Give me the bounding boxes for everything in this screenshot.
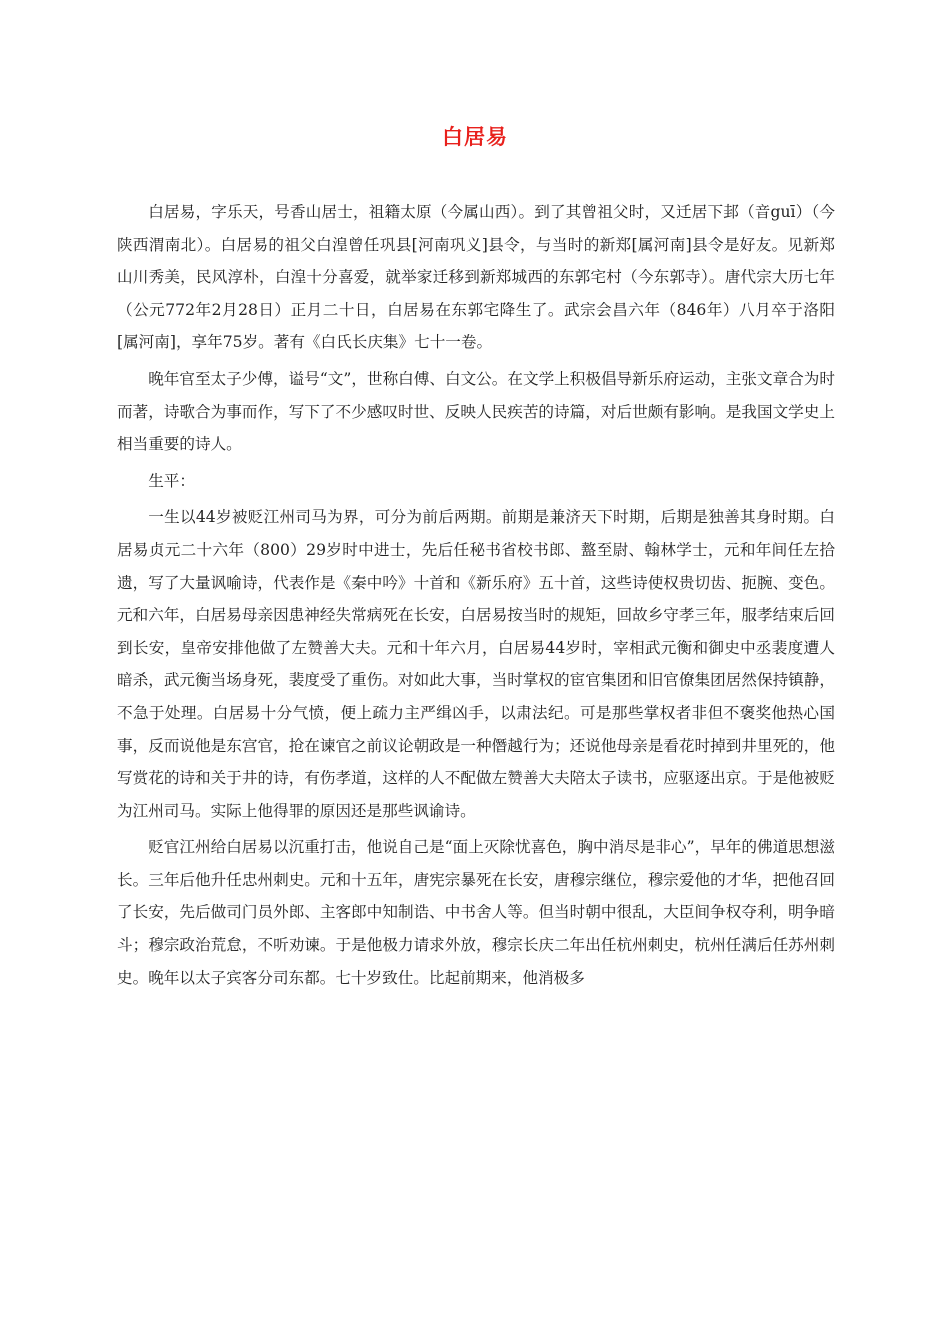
document-body [117, 196, 835, 994]
paragraph-heading-life: 生平： [148, 471, 195, 490]
paragraph-late-years: 晚年官至太子少傅，谥号“文”，世称白傅、白文公。在文学上积极倡导新乐府运动，主张文章合为时而著，诗歌合为事而作，写下了不少感叹时世、反映人民疾苦的诗篇，对后世颇有影响。是我国文学史上相当重要的诗人。 [117, 369, 835, 454]
paragraph-intro: 白居易，字乐天，号香山居士，祖籍太原（今属山西）。到了其曾祖父时，又迁居下邽（音guī）（今陕西渭南北）。白居易的祖父白湟曾任巩县[河南巩义]县令，与当时的新郑[属河南]县令是好友。见新郑山川秀美，民风淳朴，白湟十分喜爱，就举家迁移到新郑城西的东郭宅村（今东郭寺）。唐代宗大历七年（公元772年2月28日）正月二十日，白居易在东郭宅降生了。武宗会昌六年（846年）八月卒于洛阳[属河南]，享年75岁。著有《白氏长庆集》七十一卷。 [117, 203, 835, 352]
paragraph-early-career: 一生以44岁被贬江州司马为界，可分为前后两期。前期是兼济天下时期，后期是独善其身时期。白居易贞元二十六年（800）29岁时中进士，先后任秘书省校书郎、盩至尉、翰林学士，元和年间任左拾遗，写了大量讽喻诗，代表作是《秦中吟》十首和《新乐府》五十首，这些诗使权贵切齿、扼腕、变色。元和六年，白居易母亲因患神经失常病死在长安，白居易按当时的规矩，回故乡守孝三年，服孝结束后回到长安，皇帝安排他做了左赞善大夫。元和十年六月，白居易44岁时，宰相武元衡和御史中丞裴度遭人暗杀，武元衡当场身死，裴度受了重伤。对如此大事，当时掌权的宦官集团和旧官僚集团居然保持镇静，不急于处理。白居易十分气愤，便上疏力主严缉凶手，以肃法纪。可是那些掌权者非但不褒奖他热心国事，反而说他是东宫官，抢在谏官之前议论朝政是一种僭越行为；还说他母亲是看花时掉到井里死的，他写赏花的诗和关于井的诗，有伤孝道，这样的人不配做左赞善大夫陪太子读书，应驱逐出京。于是他被贬为江州司马。实际上他得罪的原因还是那些讽谕诗。 [117, 508, 835, 820]
document-title: 白居易 [442, 125, 508, 149]
paragraph-demotion: 贬官江州给白居易以沉重打击，他说自己是“面上灭除忧喜色，胸中消尽是非心”，早年的佛道思想滋长。三年后他升任忠州刺史。元和十五年，唐宪宗暴死在长安，唐穆宗继位，穆宗爱他的才华，把他召回了长安，先后做司门员外郎、主客郎中知制诰、中书舍人等。但当时朝中很乱，大臣间争权夺利，明争暗斗；穆宗政治荒怠，不听劝谏。于是他极力请求外放，穆宗长庆二年出任杭州刺史，杭州任满后任苏州刺史。晚年以太子宾客分司东都。七十岁致仕。比起前期来，他消极多 [117, 838, 835, 987]
